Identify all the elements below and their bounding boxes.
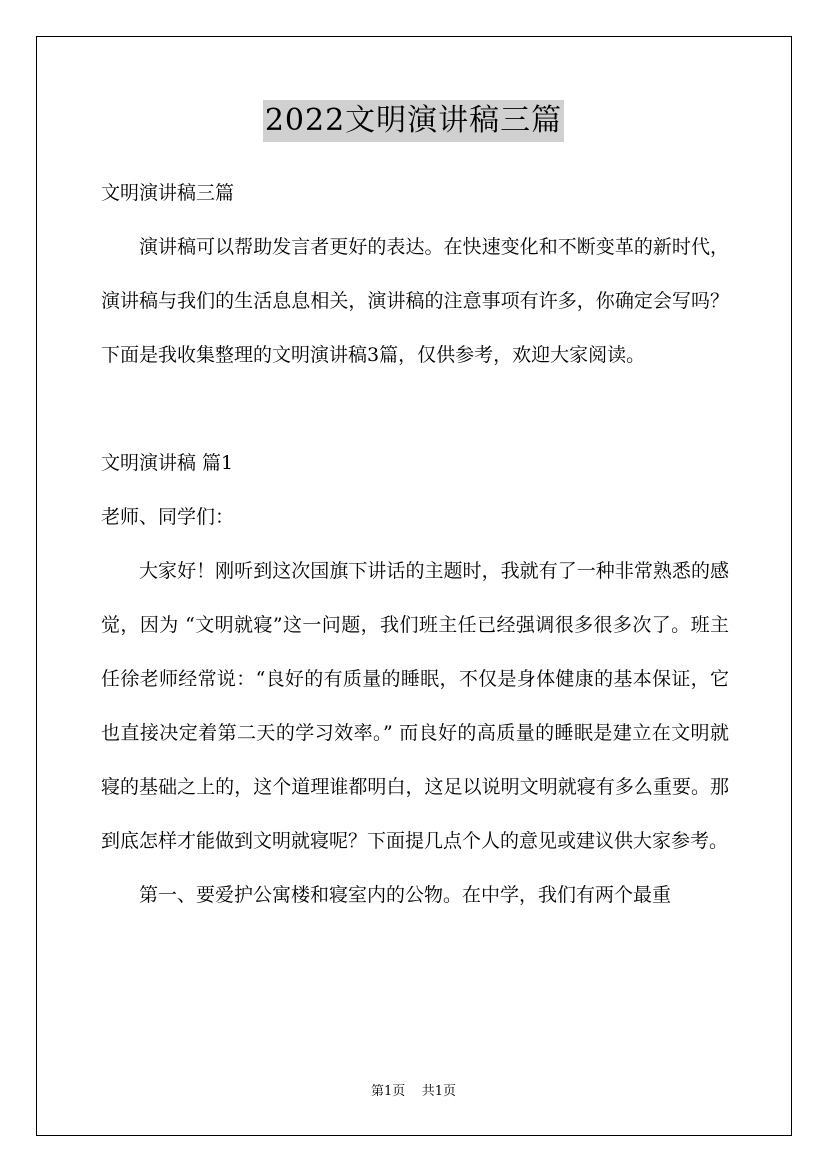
page-total: 共1页: [421, 1084, 457, 1099]
page-number: 第1页: [370, 1084, 406, 1099]
speech-paragraph-1: 大家好！刚听到这次国旗下讲话的主题时，我就有了一种非常熟悉的感觉，因为 “文明就寝”这一问题，我们班主任已经强调很多很多次了。班主任徐老师经常说：“良好的有质量的睡眠，不仅是身体健康的基本保证，它也直接决定着第二天的学习效率。” 而良好的高质量的睡眠是建立在文明就寝的基础之上的，这个道理谁都明白，这足以说明文明就寝有多么重要。那到底怎样才能做到文明就寝呢？下面提几点个人的意见或建议供大家参考。: [101, 560, 729, 852]
salutation: 老师、同学们：: [101, 506, 235, 528]
document-title: 2022文明演讲稿三篇: [263, 100, 564, 142]
page-footer: [0, 1080, 827, 1099]
speech-paragraph-2: 第一、要爱护公寓楼和寝室内的公物。在中学，我们有两个最重: [139, 884, 672, 906]
subtitle: 文明演讲稿三篇: [101, 182, 235, 204]
page-spacer: [409, 1084, 417, 1099]
section-heading: 文明演讲稿 篇1: [101, 452, 234, 474]
spacer: [101, 382, 729, 436]
document-body: [101, 166, 729, 922]
title-container: [0, 100, 827, 142]
intro-paragraph: 演讲稿可以帮助发言者更好的表达。在快速变化和不断变革的新时代，演讲稿与我们的生活息息相关，演讲稿的注意事项有许多，你确定会写吗？下面是我收集整理的文明演讲稿3篇，仅供参考，欢迎大家阅读。: [101, 236, 729, 366]
